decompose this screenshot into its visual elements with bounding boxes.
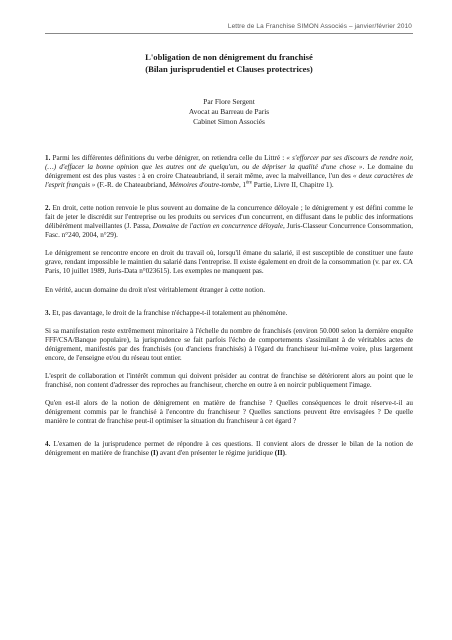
author-firm: Cabinet Simon Associés [193,117,265,127]
reference-title: Domaine de l'action en concurrence déloyale [152,222,284,231]
paragraph-2 [45,204,413,240]
part-ref-1: (I) [150,449,159,458]
text-run: Partie, Livre II, Chapitre 1). [251,181,334,190]
section-number-1: 1. [45,154,51,162]
text-run: (F.-R. de Chateaubriand, [95,181,170,190]
part-ref-2: (II) [274,449,286,458]
text-run: . Le domaine du dénigrement est des plus vastes : à en croire Chateaubriand, il serait même, avec la malveillance, l'un des [45,163,413,181]
paragraph-2c: En vérité, aucun domaine du droit n'est véritablement étranger à cette notion. [45,285,265,294]
article-body [45,154,413,467]
text-run: L'examen de la jurisprudence permet de répondre à ces questions. Il convient alors de dresser le bilan de la notion de dénigrement en matière de franchise [45,440,413,458]
paragraph-4 [45,440,413,458]
book-title: Mémoires d'outre-tombe [169,181,239,190]
text-run: , Juris-Classeur Concurrence Consommation, Fasc. n°240, 2004, n°29). [45,222,413,240]
section-number-3: 3. [45,308,51,317]
text-run: avant d'en présenter le régime juridique [158,449,275,458]
text-run: . [285,449,287,458]
littre-quote: « s'efforcer par ses discours de rendre noir, (…) d'effacer la bonne opinion que les autres ont de quelqu'un, ou de dépriser la qualité d'une chose » [45,154,414,172]
text-run: Et, pas davantage, le droit de la franchise n'échappe-t-il totalement au phénomène. [50,308,288,317]
author-name: Par Flore Sergent [203,97,255,106]
paragraph-3c: L'esprit de collaboration et l'intérêt commun qui doivent présider au contrat de franchise se détériorent alors au point que le franchisé, non content d'adresser des reproches au franchiseur, cherche en outre à en noircir publiquement l'image. [45,371,413,389]
running-header: Lettre de La Franchise SIMON Associés – janvier/février 2010 [227,23,412,30]
chateaubriand-quote: « deux caractères de l'esprit français » [45,172,413,190]
paragraph-3 [45,309,413,318]
title-line-2: (Bilan jurisprudentiel et Clauses protectrices) [145,63,313,74]
title-line-1: L'obligation de non dénigrement du franchisé [145,52,313,62]
superscript: ère [246,180,252,186]
section-number-4: 4. [45,440,51,449]
text-run: En droit, cette notion renvoie le plus souvent au domaine de la concurrence déloyale ; le dénigrement y est défini comme le fait de jeter le discrédit sur l'entreprise ou les produits ou services d'un concurrent, en diffusant dans le public des informations délibérément malveillantes (J. Passa, [45,204,413,231]
article-title [45,52,413,75]
author-title: Avocat au Barreau de Paris [188,107,270,117]
section-number-2: 2. [45,204,51,213]
paragraph-3b: Si sa manifestation reste extrêmement minoritaire à l'échelle du nombre de franchisés (environ 50.000 selon la dernière enquête FFF/CSA/Banque populaire), la jurisprudence se fait parfois l'écho de comportements s'assimilant à de véritables actes de dénigrement, manifestés par des franchisés (ou d'anciens franchisés) à l'égard du franchiseur lui-même voire, plus largement encore, de l'enseigne et/ou du réseau tout entier. [45,326,413,362]
paragraph-2b: Le dénigrement se rencontre encore en droit du travail où, lorsqu'il émane du salarié, il est susceptible de constituer une faute grave, rendant impossible le maintien du salarié dans l'entreprise. Il existe également en droit de la consommation (v. par ex. CA Paris, 10 juillet 1989, Juris-Data n°023615). Les exemples ne manquent pas. [45,249,413,276]
paragraph-3d: Qu'en est-il alors de la notion de dénigrement en matière de franchise ? Quelles conséquences le droit réserve-t-il au dénigrement commis par le franchisé à l'encontre du franchiseur ? Quelles sanctions peuvent être envisagées ? De quelle manière le contrat de franchise peut-il optimiser la situation du franchiseur à cet égard ? [45,398,413,425]
paragraph-1 [45,154,413,190]
text-run: Parmi les différentes définitions du verbe dénigrer, on retiendra celle du Littré : [50,154,287,162]
author-block [45,97,413,128]
text-run: , 1 [238,181,247,190]
header-rule [45,33,413,34]
